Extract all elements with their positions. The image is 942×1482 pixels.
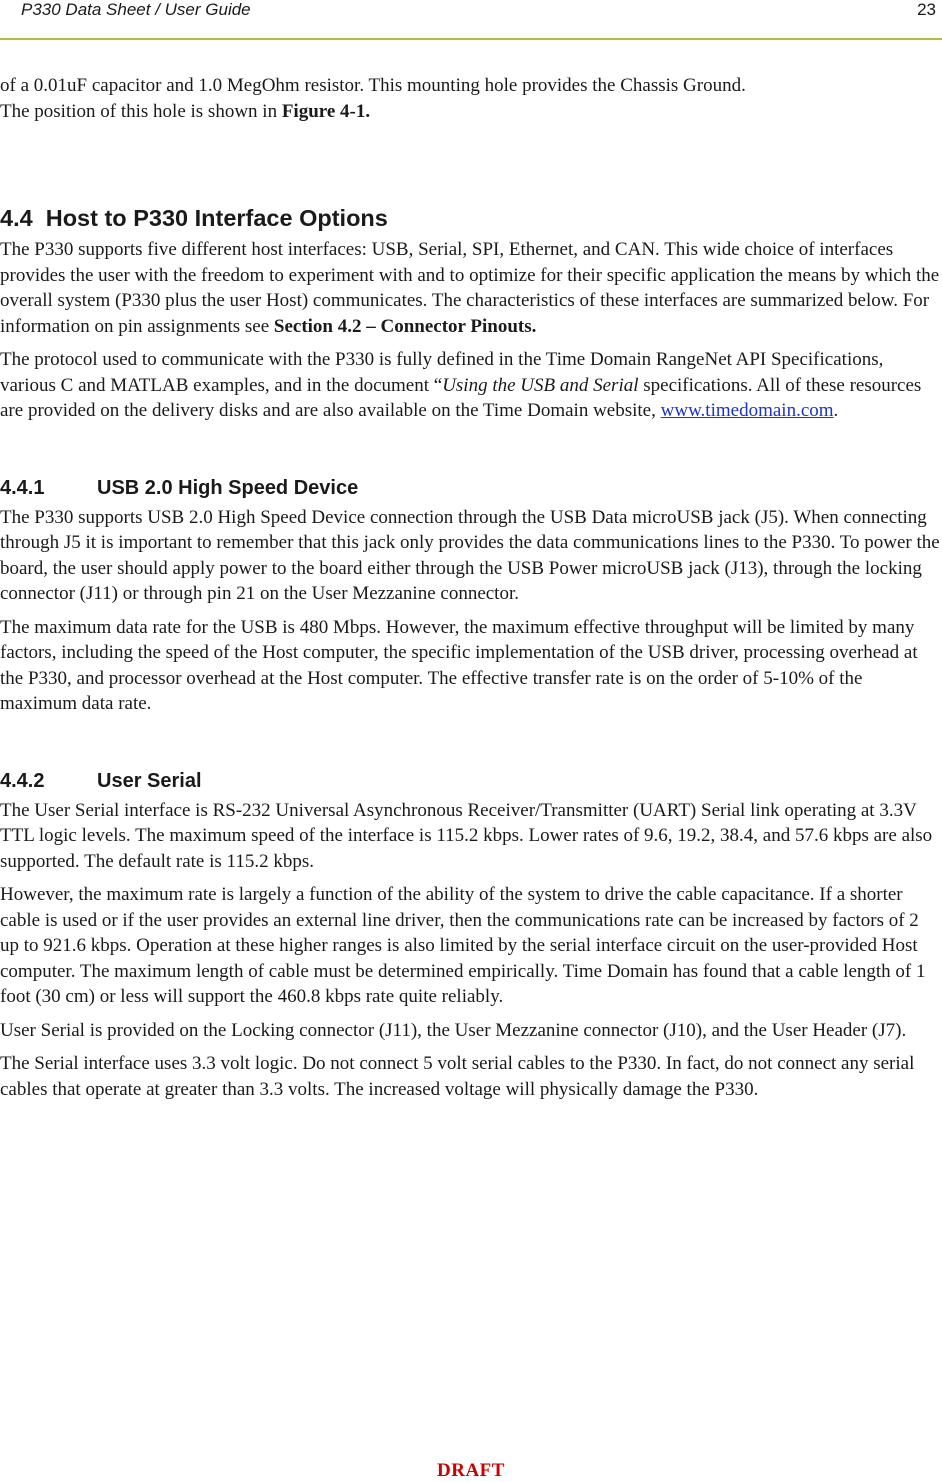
section-4-4-paragraph-1: The P330 supports five different host interfaces: USB, Serial, SPI, Ethernet, and CAN. This wide choice of interfaces provides the user with the freedom to experiment with and to optimize for their specific application the means by which the overall system (P330 plus the user Host) communicates. The characteristics of these interfaces are summarized below. For information on pin assignments see Section 4.2 – Connector Pinouts. (0, 239, 940, 337)
draft-watermark: DRAFT (437, 1460, 505, 1481)
header-divider (0, 38, 942, 40)
section-4-4-1-number: 4.4.1 (0, 476, 45, 499)
figure-reference: Figure 4-1. (281, 100, 371, 122)
connector-pinouts-reference: Section 4.2 – Connector Pinouts. (273, 315, 537, 337)
intro-paragraph (0, 73, 942, 124)
section-4-4-2-title: User Serial (97, 769, 202, 792)
section-4-4-2-paragraph-3: User Serial is provided on the Locking connector (J11), the User Mezzanine connector (J10), and the User Header (J7). (0, 1019, 907, 1041)
section-4-4-1-title: USB 2.0 High Speed Device (97, 476, 359, 499)
section-4-4-paragraph-2: The protocol used to communicate with the P330 is fully defined in the Time Domain RangeNet API Specifications, various C and MATLAB examples, and in the document “Using the USB and Serial specifications. All of these resources are provided on the delivery disks and are also available on the Time Domain website, www.timedomain.com. (0, 349, 922, 421)
section-4-4-number: 4.4 (0, 205, 33, 231)
section-4-4-2-paragraph-1: The User Serial interface is RS-232 Universal Asynchronous Receiver/Transmitter (UART) Serial link operating at 3.3V TTL logic levels. The maximum speed of the interface is 115.2 kbps. Lower rates of 9.6, 19.2, 38.4, and 57.6 kbps are also supported. The default rate is 115.2 kbps. (0, 799, 933, 872)
section-4-4-2-number: 4.4.2 (0, 769, 45, 792)
section-4-4-2-paragraph-2: However, the maximum rate is largely a function of the ability of the system to drive the cable capacitance. If a shorter cable is used or if the user provides an external line driver, then the communications rate can be increased by factors of 2 up to 921.6 kbps. Operation at these higher ranges is also limited by the serial interface circuit on the user-provided Host computer. The maximum length of cable must be determined empirically. Time Domain has found that a cable length of 1 foot (30 cm) or less will support the 460.8 kbps rate quite reliably. (0, 884, 926, 1007)
page-content (0, 73, 942, 1102)
usb-serial-document-title: Using the USB and Serial (442, 374, 639, 396)
section-4-4-heading (0, 204, 942, 232)
section-4-4-2-paragraph-4: The Serial interface uses 3.3 volt logic. Do not connect 5 volt serial cables to the P330. In fact, do not connect any serial cables that operate at greater than 3.3 volts. The increased voltage will physically damage the P330. (0, 1053, 915, 1100)
timedomain-website-link[interactable]: www.timedomain.com (660, 400, 834, 421)
section-4-4-title: Host to P330 Interface Options (45, 205, 388, 231)
document-title: P330 Data Sheet / User Guide (21, 0, 251, 19)
section-4-4-1-paragraph-1: The P330 supports USB 2.0 High Speed Device connection through the USB Data microUSB jack (J5). When connecting through J5 it is important to remember that this jack only provides the data communications lines to the P330. To power the board, the user should apply power to the board either through the USB Power microUSB jack (J13), through the locking connector (J11) or through pin 21 on the User Mezzanine connector. (0, 506, 940, 604)
section-4-4-1-heading (0, 476, 942, 500)
page-number: 23 (917, 0, 936, 19)
page-header (0, 0, 942, 40)
intro-line-1: of a 0.01uF capacitor and 1.0 MegOhm resistor. This mounting hole provides the Chassis Ground. (0, 75, 746, 96)
intro-line-2: The position of this hole is shown in (0, 100, 282, 122)
section-4-4-1-paragraph-2: The maximum data rate for the USB is 480 Mbps. However, the maximum effective throughput will be limited by many factors, including the speed of the Host computer, the specific implementation of the USB driver, processing overhead at the P330, and processor overhead at the Host computer. The effective transfer rate is on the order of 5-10% of the maximum data rate. (0, 616, 918, 714)
section-4-4-2-heading (0, 769, 942, 793)
